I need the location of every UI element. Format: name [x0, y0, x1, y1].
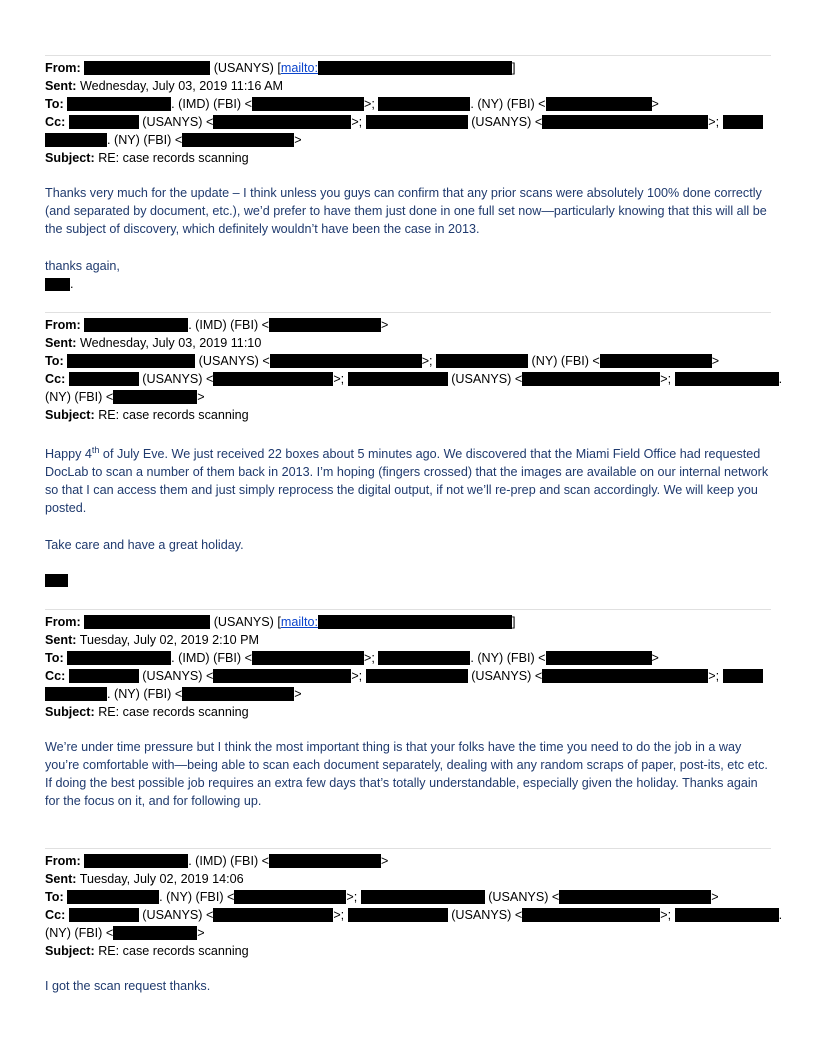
redaction-block [361, 890, 485, 904]
subject-label: Subject: [45, 151, 95, 165]
redaction-block [213, 669, 351, 683]
signature-redaction [45, 278, 70, 291]
redaction-block [84, 854, 188, 868]
redaction-block [113, 390, 197, 404]
org-label: (USANYS) [213, 615, 274, 629]
redaction-block [84, 615, 210, 629]
redaction-block [723, 669, 763, 683]
org-label: (USANYS) [213, 61, 274, 75]
redaction-block [252, 651, 364, 665]
sent-line [45, 334, 785, 352]
redaction-block [542, 115, 708, 129]
email-body [45, 977, 775, 995]
redaction-block [675, 372, 779, 386]
email-body [45, 445, 775, 517]
email-header [45, 59, 785, 167]
sent-line [45, 870, 785, 888]
redaction-block [366, 115, 468, 129]
cc-label: Cc: [45, 115, 66, 129]
redaction-block [67, 651, 171, 665]
subject-label: Subject: [45, 944, 95, 958]
sent-value: Wednesday, July 03, 2019 11:16 AM [79, 79, 284, 93]
to-label: To: [45, 97, 64, 111]
to-line: To: . (NY) (FBI) < >; (USANYS) < > [45, 890, 719, 904]
sent-label: Sent: [45, 336, 77, 350]
cc-label: Cc: [45, 908, 66, 922]
to-label: To: [45, 890, 64, 904]
redaction-block [723, 115, 763, 129]
separator-rule [45, 848, 771, 849]
redaction-block [234, 890, 346, 904]
redaction-block [182, 133, 294, 147]
sent-line [45, 631, 785, 649]
redaction-block [84, 318, 188, 332]
cc-line: Cc: (USANYS) < >; (USANYS) < >; [45, 667, 785, 685]
cc-label: Cc: [45, 372, 66, 386]
email-body [45, 738, 775, 810]
redaction-block [366, 669, 468, 683]
from-line: From: . (IMD) (FBI) < > [45, 854, 389, 868]
sent-label: Sent: [45, 79, 77, 93]
redaction-block [213, 372, 333, 386]
sent-value: Wednesday, July 03, 2019 11:10 [79, 336, 262, 350]
redaction-block [269, 854, 381, 868]
to-line: To: . (IMD) (FBI) < >; . (NY) (FBI) < > [45, 651, 659, 665]
redaction-block [348, 908, 448, 922]
signature-redaction [45, 574, 68, 587]
separator-rule [45, 609, 771, 610]
redaction-block [542, 669, 708, 683]
subject-value: RE: case records scanning [98, 944, 249, 958]
cc-line-continued: (NY) (FBI) < > [45, 390, 205, 404]
sent-label: Sent: [45, 872, 77, 886]
to-label: To: [45, 651, 64, 665]
from-label: From: [45, 854, 81, 868]
redaction-block [270, 354, 422, 368]
cc-line: Cc: (USANYS) < >; (USANYS) < >; [45, 113, 785, 131]
email-header [45, 852, 785, 960]
body-paragraph: We’re under time pressure but I think the most important thing is that your folks have the time you need to do the job in a way you’re comfortable with—being able to scan each document separately, dealing with any random scraps of paper, post-its, etc etc. If doing the best possible job requires an extra few days that’s totally understandable, especially given the holiday. Thanks again for the focus on it, and for following up. [45, 740, 768, 808]
redaction-block [84, 61, 210, 75]
cc-line: Cc: (USANYS) < >; (USANYS) < >; . [45, 372, 783, 386]
redaction-block [69, 669, 139, 683]
redaction-block [69, 372, 139, 386]
subject-line [45, 703, 785, 721]
redaction-block [546, 651, 652, 665]
from-label: From: [45, 318, 81, 332]
redaction-block [213, 908, 333, 922]
subject-label: Subject: [45, 408, 95, 422]
cc-line-continued: . (NY) (FBI) < > [45, 131, 785, 149]
signoff-text: Take care and have a great holiday. [45, 538, 244, 552]
signoff-text: thanks again, [45, 259, 120, 273]
redaction-block [522, 908, 660, 922]
email-signoff [45, 536, 775, 554]
email-body [45, 184, 775, 238]
body-paragraph: I got the scan request thanks. [45, 979, 211, 993]
subject-value: RE: case records scanning [98, 705, 249, 719]
redaction-block [318, 61, 512, 75]
redaction-block [378, 97, 470, 111]
sent-value: Tuesday, July 02, 2019 2:10 PM [79, 633, 259, 647]
email-header [45, 613, 785, 721]
redaction-block [113, 926, 197, 940]
redaction-block [45, 687, 107, 701]
subject-value: RE: case records scanning [98, 151, 249, 165]
redaction-block [546, 97, 652, 111]
body-paragraph: Happy 4th of July Eve. We just received 22 boxes about 5 minutes ago. We discovered that the Miami Field Office had requested DocLab to scan a number of them back in 2013. I’m hoping (fingers crossed) that the images are available on our internal network so that I can access them and just simply reprocess the digital output, if not we’ll re-prep and scan accordingly. We will keep you posted. [45, 445, 769, 515]
redaction-block [318, 615, 512, 629]
cc-label: Cc: [45, 669, 66, 683]
redaction-block [269, 318, 381, 332]
email-signoff [45, 257, 775, 275]
subject-line [45, 406, 785, 424]
redaction-block [600, 354, 712, 368]
cc-line: Cc: (USANYS) < >; (USANYS) < >; . [45, 908, 783, 922]
separator-rule [45, 312, 771, 313]
redaction-block [182, 687, 294, 701]
redaction-block [213, 115, 351, 129]
to-label: To: [45, 354, 64, 368]
redaction-block [45, 133, 107, 147]
redaction-block [69, 115, 139, 129]
mailto-link[interactable]: mailto: [280, 615, 318, 629]
redaction-block [67, 890, 159, 904]
redaction-block [522, 372, 660, 386]
sent-line [45, 77, 785, 95]
subject-value: RE: case records scanning [98, 408, 249, 422]
redaction-block [436, 354, 528, 368]
from-label: From: [45, 615, 81, 629]
redaction-block [559, 890, 711, 904]
subject-label: Subject: [45, 705, 95, 719]
redaction-block [67, 354, 195, 368]
cc-line-continued: (NY) (FBI) < > [45, 926, 205, 940]
from-line: From: (USANYS) [mailto: ] [45, 615, 516, 629]
subject-line [45, 149, 785, 167]
sent-label: Sent: [45, 633, 77, 647]
from-line: From: (USANYS) [mailto: ] [45, 61, 516, 75]
mailto-link[interactable]: mailto: [280, 61, 318, 75]
redaction-block [69, 908, 139, 922]
subject-line [45, 942, 785, 960]
to-line: To: (USANYS) < >; (NY) (FBI) < > [45, 354, 720, 368]
separator-rule [45, 55, 771, 56]
redaction-block [348, 372, 448, 386]
email-header [45, 316, 785, 424]
cc-line-continued: . (NY) (FBI) < > [45, 685, 785, 703]
to-line: To: . (IMD) (FBI) < >; . (NY) (FBI) < > [45, 97, 659, 111]
redaction-block [675, 908, 779, 922]
redaction-block [378, 651, 470, 665]
sent-value: Tuesday, July 02, 2019 14:06 [79, 872, 244, 886]
redaction-block [67, 97, 171, 111]
redaction-block [252, 97, 364, 111]
body-paragraph: Thanks very much for the update – I think unless you guys can confirm that any prior scans were absolutely 100% done correctly (and separated by document, etc.), we’d prefer to have them just done in one full set now—particularly knowing that this will all be the subject of discovery, which definitely wouldn’t have been the case in 2013. [45, 186, 767, 236]
from-label: From: [45, 61, 81, 75]
from-line: From: . (IMD) (FBI) < > [45, 318, 389, 332]
